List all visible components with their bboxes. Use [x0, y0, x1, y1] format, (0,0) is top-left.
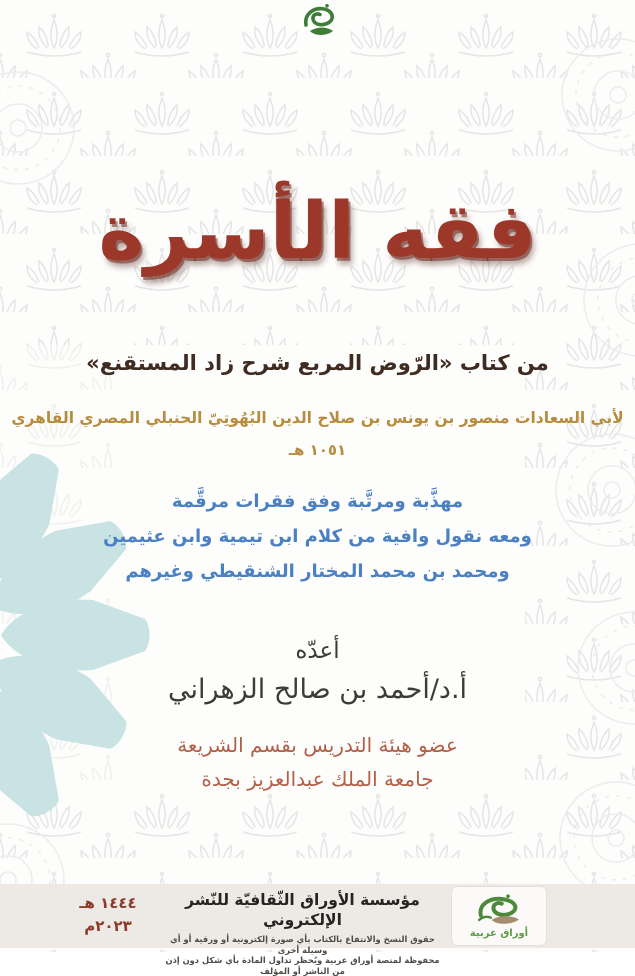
- publisher-logo: [451, 886, 547, 946]
- death-year: ١٠٥١ هـ: [288, 441, 347, 459]
- feature-line: مهذَّبة ومرتَّبة وفق فقرات مرقَّمة: [171, 491, 464, 512]
- publisher-name: مؤسسة الأوراق الثّقافيّة للنّشر الإلكتروني: [185, 891, 420, 929]
- publisher-info: [162, 890, 443, 976]
- edition-features: [0, 484, 635, 589]
- feature-line: ومحمد بن محمد المختار الشنقيطي وغيرهم: [125, 561, 510, 582]
- awraq-arabiya-logo-icon: [470, 893, 528, 927]
- feature-line: ومعه نقول وافية من كلام ابن تيمية وابن عثيمين: [103, 526, 532, 547]
- logo-text: أوراق عربية: [469, 928, 529, 939]
- copyright-line: محفوظة لمنصة أوراق عربية ويُحظر تداول المادة بأي شكل دون إذن من الناشر أو المؤلف: [165, 955, 440, 976]
- prepared-by-name: أ.د/أحمد بن صالح الزهراني: [167, 674, 468, 705]
- original-author-line: لأبي السعادات منصور بن يونس بن صلاح الدين البُهُوتِيّ الحنبلي المصري القاهري: [11, 409, 624, 427]
- source-book-line: من كتاب «الرّوض المربع شرح زاد المستقنع»: [86, 351, 549, 375]
- publication-dates: [52, 892, 164, 938]
- affiliation-line: جامعة الملك عبدالعزيز بجدة: [201, 767, 434, 791]
- copyright-notice: [162, 934, 443, 976]
- hijri-year: ١٤٤٤ هـ: [79, 894, 137, 912]
- green-publisher-mark-icon: [298, 3, 338, 39]
- publisher-footer-bar: [0, 884, 635, 976]
- gregorian-year: ٢٠٢٣م: [84, 917, 132, 935]
- copyright-line: حقوق النسخ والانتفاع بالكتاب بأي صورة إلكترونية أو ورقية أو أي وسيلة أخرى: [170, 934, 435, 955]
- book-title: فقه الأسرة: [98, 187, 537, 277]
- affiliation-line: عضو هيئة التدريس بقسم الشريعة: [177, 733, 458, 757]
- prepared-by-label: أعدّه: [295, 638, 340, 664]
